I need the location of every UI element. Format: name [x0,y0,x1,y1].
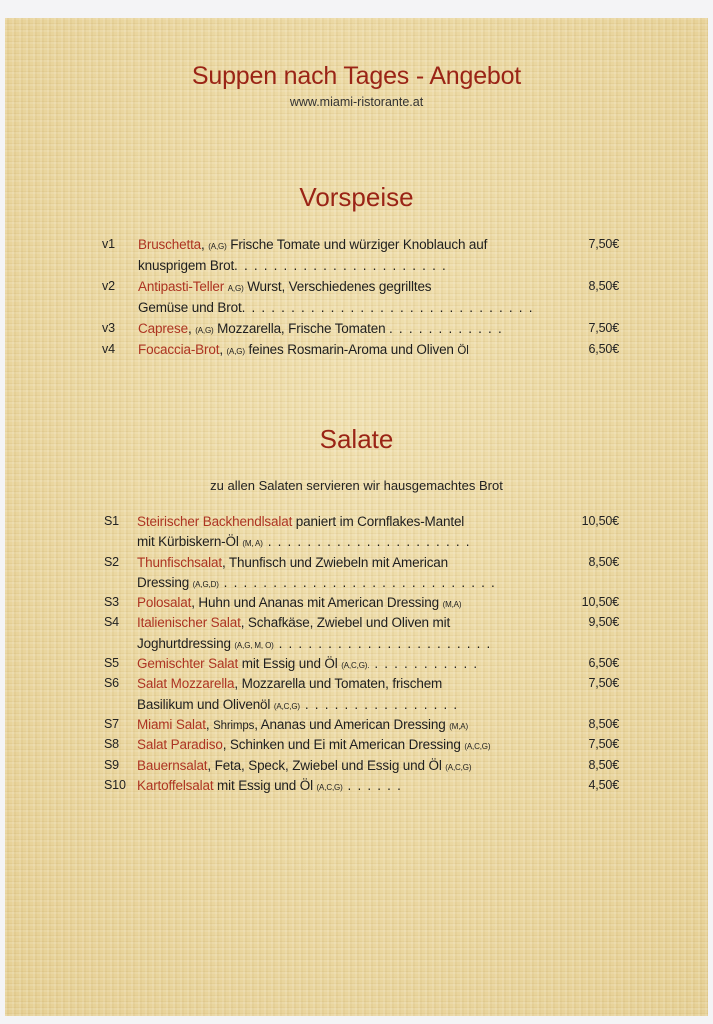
dish-name: Steirischer Backhendlsalat [137,514,293,529]
menu-item [5,321,708,342]
item-description: , Mozzarella und Tomaten, frischem [234,676,443,692]
dish-name: Focaccia-Brot [138,342,220,357]
allergen-codes: (A,C,G) [273,701,300,711]
menu-item [5,342,708,363]
item-description: knusprigem Brot [138,258,235,273]
item-description: , Schafkäse, Zwiebel und Oliven mit [240,615,451,631]
item-text [137,737,490,752]
item-description: Basilikum und Olivenöl [137,696,274,712]
menu-item [5,615,708,635]
item-description: feines Rosmarin-Aroma und Oliven [244,342,458,357]
dish-name: Caprese [138,321,188,336]
item-code: v3 [102,321,115,335]
item-description: , Feta, Speck, Zwiebel und Essig und Öl [207,757,446,773]
item-text [137,636,492,651]
item-price: 9,50€ [588,615,619,630]
item-price: 7,50€ [588,321,619,335]
vorspeise-list [5,237,708,363]
item-description: , Huhn und Ananas mit American Dressing [191,595,443,611]
dish-name: Bauernsalat [137,757,208,773]
item-description: , Schinken und Ei mit American Dressing [222,737,465,753]
item-code: v1 [102,237,115,251]
menu-item-continuation [5,534,708,554]
item-price: 7,50€ [588,237,619,251]
item-text [137,778,402,793]
allergen-codes: (A,G) [195,326,214,335]
item-price: 6,50€ [588,656,619,671]
menu-item-continuation [5,258,708,279]
item-code: S3 [104,595,119,610]
page-title: Suppen nach Tages - Angebot [191,62,522,90]
dish-name: Italienischer Salat [137,615,241,631]
item-description: Shrimps [213,719,255,732]
item-description: paniert im Cornflakes-Mantel [292,514,465,529]
dish-name: Gemischter Salat [137,656,239,672]
dish-name: Polosalat [137,595,192,611]
dot-leader: . . . . . . . . . . . . . . . . . . . . . . . . . . . . . . [241,300,534,315]
menu-item-continuation [5,575,708,595]
item-text [137,758,471,773]
item-code: S10 [104,777,126,792]
item-description: mit Essig und Öl [238,656,342,672]
item-text [137,615,450,630]
menu-item [5,778,708,798]
allergen-codes: (M,A) [449,721,468,731]
dish-name: Thunfischsalat [137,554,222,570]
item-price: 4,50€ [588,777,619,792]
menu-item [5,237,708,258]
item-text [138,258,447,273]
dish-name: Bruschetta [138,237,202,252]
item-code: S6 [104,676,119,691]
allergen-codes: (A,C,G) [464,742,491,752]
item-code: v4 [102,342,115,356]
section-heading-vorspeise: Vorspeise [299,182,414,212]
item-text [137,595,461,610]
item-description: , [205,716,214,732]
item-description: Öl [457,345,469,357]
menu-item [5,514,708,534]
allergen-codes: (A,C,G) [445,762,472,772]
item-description: , Ananas und American Dressing [254,716,450,732]
dish-name: Salat Paradiso [137,737,223,753]
item-code: S7 [104,716,119,731]
dish-name: Antipasti-Teller [138,279,225,294]
item-code: S1 [104,514,119,528]
item-price: 8,50€ [588,554,619,569]
salate-subtitle: zu allen Salaten servieren wir hausgemachtes Brot [210,478,503,493]
item-code: S8 [104,737,119,752]
item-price: 6,50€ [588,342,619,356]
item-text [137,676,442,691]
menu-item [5,717,708,737]
dot-leader: . . . . . . . . . . . . . . . . . . . . . . [234,258,447,273]
item-text [137,514,464,529]
item-text [137,717,468,732]
item-text [138,237,487,252]
item-code: v2 [102,279,115,293]
allergen-codes: (A,G,D) [192,579,219,589]
dish-name: Salat Mozzarella [137,676,235,692]
item-description: Joghurtdressing [137,635,235,651]
item-price: 8,50€ [588,757,619,772]
menu-item [5,676,708,696]
item-code: S5 [104,656,119,671]
allergen-codes: (A,G, M, O) [234,640,274,650]
menu-page [5,18,708,1016]
menu-item [5,737,708,757]
dot-leader: . . . . . . . . . . . . . . . . . . . . . [262,534,471,550]
item-description: Mozzarella, Frische Tomaten [213,321,390,336]
item-text [138,342,469,357]
item-price: 8,50€ [588,716,619,731]
allergen-codes: (M, A) [242,539,263,549]
item-description: , Thunfisch und Zwiebeln mit American [221,554,449,570]
item-price: 10,50€ [581,514,619,528]
item-text [138,279,431,294]
allergen-codes: (A,C,G) [316,782,343,792]
menu-item-continuation [5,636,708,656]
dish-name: Miami Salat [137,716,206,732]
item-text [137,555,448,570]
menu-item-continuation [5,697,708,717]
menu-item [5,279,708,300]
item-text [137,697,458,712]
allergen-codes: (A,C,G). [341,661,370,671]
item-code: S9 [104,757,119,772]
item-description: mit Kürbiskern-Öl [137,534,243,550]
item-description: mit Essig und Öl [213,777,317,793]
item-description: Wurst, Verschiedenes gegrilltes [243,279,432,294]
dot-leader: . . . . . . . . . . . . . . . . . . . . . . . . . . . . [218,574,496,590]
allergen-codes: (A,G) [208,242,227,251]
salate-list [5,514,708,798]
item-text [138,321,503,336]
item-description: , [201,237,209,252]
allergen-codes: A,G) [227,284,244,293]
item-text [138,300,534,315]
item-text [137,656,478,671]
website-url: www.miami-ristorante.at [289,95,424,109]
menu-item [5,758,708,778]
dot-leader: . . . . . . . . . . . . . . . . . . . . . . [273,635,492,651]
item-text [137,575,496,590]
dot-leader: . . . . . . . . . . . . . . . . [299,696,459,712]
item-price: 7,50€ [588,737,619,752]
item-price: 7,50€ [588,676,619,691]
item-description: Dressing [137,574,193,590]
section-heading-salate: Salate [319,424,394,454]
item-description: , [187,321,196,336]
item-code: S2 [104,554,119,569]
item-description: Frische Tomate und würziger Knoblauch auf [226,237,488,252]
allergen-codes: (A,G) [226,347,245,356]
menu-item [5,656,708,676]
dot-leader: . . . . . . . . . . . . [389,321,503,336]
item-price: 8,50€ [588,279,619,293]
item-description: Gemüse und Brot [138,300,242,315]
menu-item [5,595,708,615]
dot-leader: . . . . . . . . . . . [369,656,479,672]
item-description: , [219,342,227,357]
allergen-codes: (M,A) [442,600,462,610]
menu-item [5,555,708,575]
item-text [137,534,471,549]
item-code: S4 [104,615,119,630]
item-price: 10,50€ [581,595,619,610]
dot-leader: . . . . . . [342,777,403,793]
dish-name: Kartoffelsalat [137,777,214,793]
menu-item-continuation [5,300,708,321]
